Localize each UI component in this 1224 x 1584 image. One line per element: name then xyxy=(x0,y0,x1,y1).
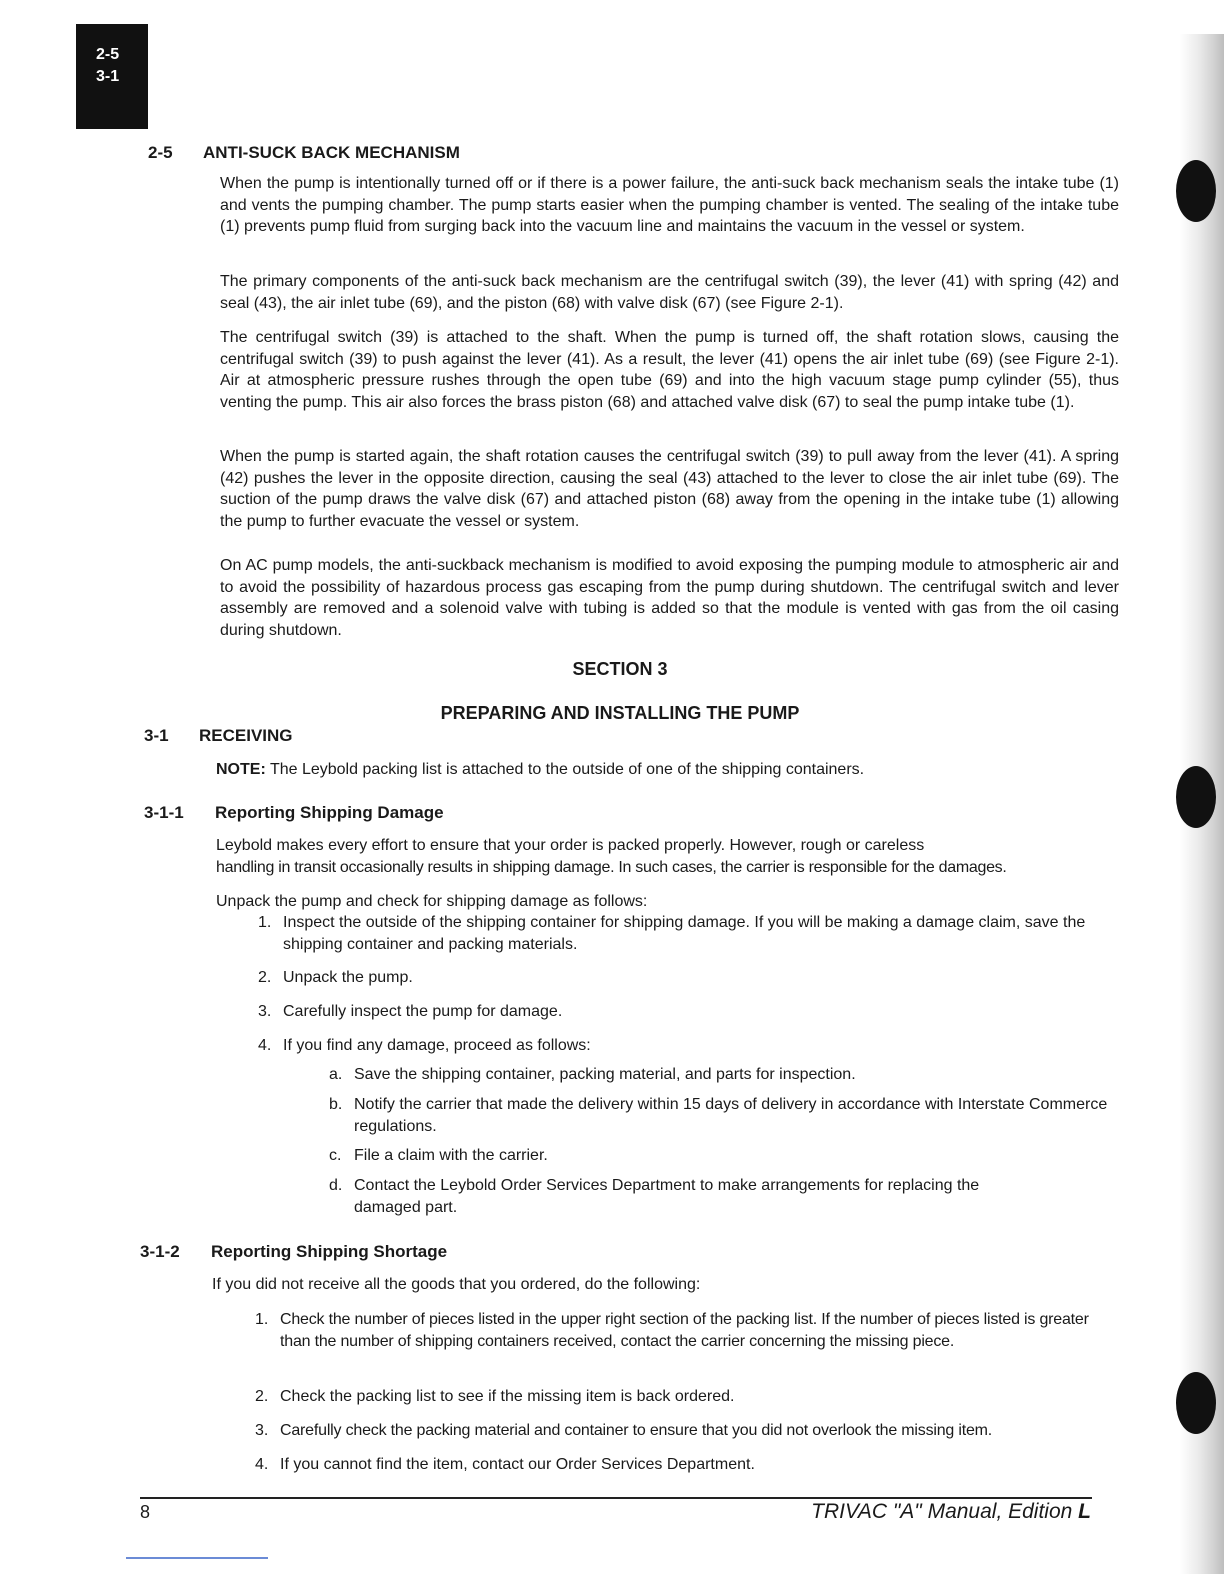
paragraph-2-5-1: When the pump is intentionally turned off or if there is a power failure, the anti-suck back mechanism seals the intake tube (1) and vents the pumping chamber. The pump starts easier when the pumping chamber is vented. The sealing of the intake tube (1) prevents pump fluid from surging back into the vacuum line and maintains the vacuum in the vessel or system. xyxy=(220,175,1119,235)
note-label: NOTE: xyxy=(216,761,266,778)
tab-line-2: 3-1 xyxy=(96,68,120,85)
binder-hole-top xyxy=(1176,160,1216,222)
paragraph-2-5-3: The centrifugal switch (39) is attached to the shaft. When the pump is turned off, the shaft rotation slows, causing the centrifugal switch (39) to push against the lever (41). As a result, the lever (41) opens the air inlet tube (69) (see Figure 2-1). Air at atmospheric pressure rushes through the open tube (69) and into the high vacuum stage pump cylinder (55), thus venting the pump. This air also forces the brass piston (68) and attached valve disk (67) to seal the pump intake tube (1). xyxy=(220,329,1119,411)
damage-substep-a: a. Save the shipping container, packing material, and parts for inspection. xyxy=(329,1066,856,1083)
heading-3-1-1 xyxy=(144,803,444,823)
damage-step-2: 2. Unpack the pump. xyxy=(258,969,413,986)
manual-title: TRIVAC "A" Manual, Edition xyxy=(811,1500,1079,1523)
paragraph-2-5-5: On AC pump models, the anti-suckback mechanism is modified to avoid exposing the pumping module to atmospheric air and to avoid the possibility of hazardous process gas escaping from the pump during shutdown. The centrifugal switch and lever assembly are removed and a solenoid valve with tubing is added so that the module is vented with gas from the oil casing during shutdown. xyxy=(220,557,1119,639)
damage-lead: Unpack the pump and check for shipping damage as follows: xyxy=(216,893,648,910)
damage-substep-c: c. File a claim with the carrier. xyxy=(329,1147,548,1164)
section-label: SECTION 3 xyxy=(572,659,668,679)
note xyxy=(216,759,864,781)
footer-rule xyxy=(140,1497,1092,1499)
heading-title: Reporting Shipping Damage xyxy=(215,803,444,822)
heading-number: 3-1-2 xyxy=(140,1242,180,1261)
heading-title: RECEIVING xyxy=(199,726,293,745)
section-title: PREPARING AND INSTALLING THE PUMP xyxy=(440,703,800,723)
heading-number: 3-1 xyxy=(144,726,169,745)
shortage-step-2: 2. Check the packing list to see if the missing item is back ordered. xyxy=(255,1388,735,1405)
damage-substep-d: d. Contact the Leybold Order Services Department to make arrangements for replacing the damaged part. xyxy=(329,1177,980,1216)
damage-substep-b: b. Notify the carrier that made the delivery within 15 days of delivery in accordance with Interstate Commerce regulations. xyxy=(329,1096,1108,1135)
shortage-step-3: 3. Carefully check the packing material and container to ensure that you did not overlook the missing item. xyxy=(255,1422,993,1439)
damage-step-1: 1. Inspect the outside of the shipping container for shipping damage. If you will be making a damage claim, save the shipping container and packing materials. xyxy=(258,914,1086,953)
page-number: 8 xyxy=(140,1502,151,1522)
shortage-step-1: 1. Check the number of pieces listed in the upper right section of the packing list. If the number of pieces listed is greater than the number of shipping containers received, contact the carrier concerning the missing piece. xyxy=(255,1311,1089,1350)
section-tab xyxy=(76,24,148,129)
intro-line-2: handling in transit occasionally results in shipping damage. In such cases, the carrier is responsible for the damages. xyxy=(216,859,1007,876)
heading-title: ANTI-SUCK BACK MECHANISM xyxy=(203,143,460,162)
binder-hole-middle xyxy=(1176,766,1216,828)
heading-number: 2-5 xyxy=(148,143,173,162)
manual-edition xyxy=(811,1500,1091,1524)
edition-letter: L xyxy=(1078,1500,1091,1523)
heading-2-5 xyxy=(148,143,460,163)
binder-hole-bottom xyxy=(1176,1372,1216,1434)
shortage-lead: If you did not receive all the goods that you ordered, do the following: xyxy=(212,1276,701,1293)
tab-line-1: 2-5 xyxy=(96,46,120,63)
intro-line-1: Leybold makes every effort to ensure that your order is packed properly. However, rough or careless xyxy=(216,837,925,854)
heading-title: Reporting Shipping Shortage xyxy=(211,1242,448,1261)
paragraph-2-5-2: The primary components of the anti-suck back mechanism are the centrifugal switch (39), the lever (41) with spring (42) and seal (43), the air inlet tube (69), and the piston (68) with valve disk (67) (see Figure 2-1). xyxy=(220,273,1119,312)
paragraph-2-5-4: When the pump is started again, the shaft rotation causes the centrifugal switch (39) to pull away from the lever (41). A spring (42) pushes the lever in the opposite direction, causing the seal (43) attached to the lever to close the air inlet tube (69). The suction of the pump draws the valve disk (67) and attached piston (68) away from the opening in the intake tube (1) allowing the pump to further evacuate the vessel or system. xyxy=(220,448,1119,530)
heading-3-1-2 xyxy=(140,1242,447,1262)
damage-step-4: 4. If you find any damage, proceed as follows: xyxy=(258,1037,591,1054)
shortage-step-4: 4. If you cannot find the item, contact our Order Services Department. xyxy=(255,1456,755,1473)
damage-step-3: 3. Carefully inspect the pump for damage. xyxy=(258,1003,563,1020)
heading-3-1 xyxy=(144,726,293,746)
note-text: The Leybold packing list is attached to the outside of one of the shipping containers. xyxy=(265,761,865,778)
heading-number: 3-1-1 xyxy=(144,803,184,822)
bottom-link-underline xyxy=(126,1557,268,1559)
